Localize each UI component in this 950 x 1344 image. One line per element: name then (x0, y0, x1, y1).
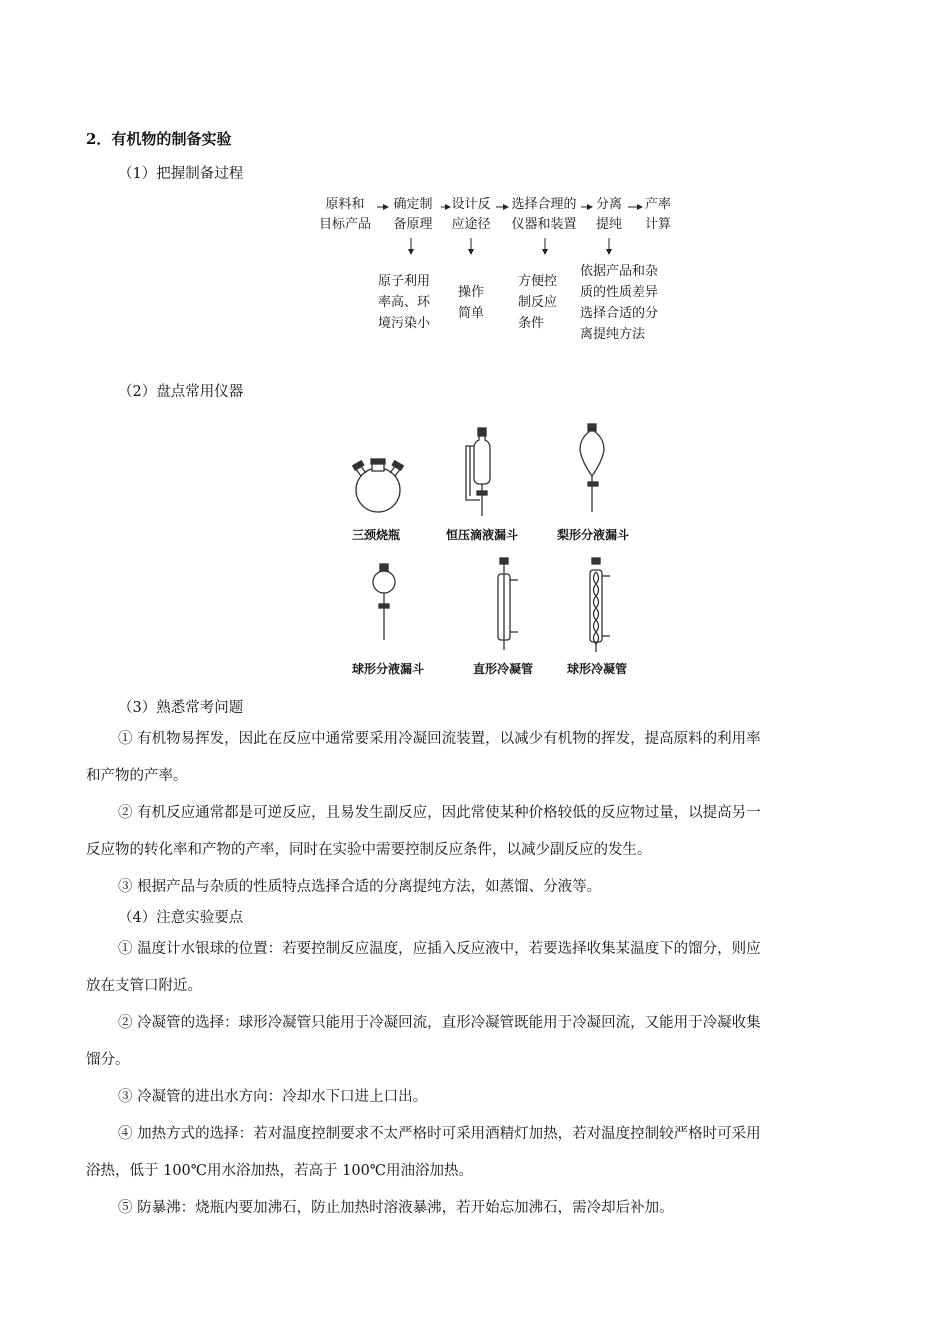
flow-note-simple-operation: 操作 简单 (458, 285, 485, 321)
label-pear-separatory-funnel: 梨形分液漏斗 (557, 528, 630, 542)
label-three-neck-flask: 三颈烧瓶 (352, 528, 401, 542)
paragraph-reversible-reaction: ② 有机反应通常都是可逆反应，且易发生副反应，因此常使某种价格较低的反应物过量，以提高另一 反应物的转化率和产物的产率，同时在实验中需要控制反应条件，以减少副反应的发生。 (86, 805, 761, 858)
paragraph-anti-bumping: ⑤ 防暴沸：烧瓶内要加沸石，防止加热时溶液暴沸，若开始忘加沸石，需冷却后补加。 (118, 1200, 674, 1216)
flow-step-route: 设计反 应途径 (451, 197, 491, 232)
paragraph-water-flow: ③ 冷凝管的进出水方向：冷却水下口进上口出。 (118, 1089, 428, 1105)
paragraph-separation-method: ③ 根据产品与杂质的性质特点选择合适的分离提纯方法，如蒸馏、分液等。 (118, 879, 602, 895)
flow-step-apparatus: 选择合理的 仪器和装置 (511, 197, 577, 232)
subheading-common-questions: （3）熟悉常考问题 (118, 700, 244, 716)
subheading-key-points: （4）注意实验要点 (118, 910, 244, 926)
flow-note-control-conditions: 方便控 制反应 条件 (518, 274, 558, 331)
subheading-instruments: （2）盘点常用仪器 (118, 384, 244, 400)
flow-note-separation-method: 依据产品和杂 质的性质差异 选择合适的分 离提纯方法 (580, 264, 659, 342)
paragraph-condenser-choice: ② 冷凝管的选择：球形冷凝管只能用于冷凝回流，直形冷凝管既能用于冷凝回流，又能用于冷凝收集 馏分。 (86, 1015, 761, 1068)
flow-step-principle: 确定制 备原理 (393, 197, 433, 232)
flow-step-raw-materials: 原料和 目标产品 (318, 197, 371, 232)
subheading-process: （1）把握制备过程 (118, 166, 244, 182)
paragraph-volatility: ① 有机物易挥发，因此在反应中通常要采用冷凝回流装置，以减少有机物的挥发，提高原料的利用率 和产物的产率。 (86, 731, 761, 784)
label-pressure-equalizing-funnel: 恒压滴液漏斗 (446, 528, 519, 542)
flow-step-yield: 产率 计算 (644, 197, 671, 232)
section-title: 2．有机物的制备实验 (86, 130, 232, 148)
paragraph-heating-method: ④ 加热方式的选择：若对温度控制要求不太严格时可采用酒精灯加热，若对温度控制较严格时可采用 浴热，低于 100℃用水浴加热，若高于 100℃用油浴加热。 (86, 1126, 761, 1179)
label-straight-condenser: 直形冷凝管 (473, 662, 534, 676)
label-spherical-separatory-funnel: 球形分液漏斗 (352, 662, 425, 676)
label-bulb-condenser: 球形冷凝管 (567, 662, 628, 676)
flow-step-separation: 分离 提纯 (595, 197, 622, 232)
flow-note-atom-economy: 原子利用 率高、环 境污染小 (378, 274, 431, 331)
paragraph-thermometer: ① 温度计水银球的位置：若要控制反应温度，应插入反应液中，若要选择收集某温度下的馏分，则应 放在支管口附近。 (86, 941, 761, 994)
